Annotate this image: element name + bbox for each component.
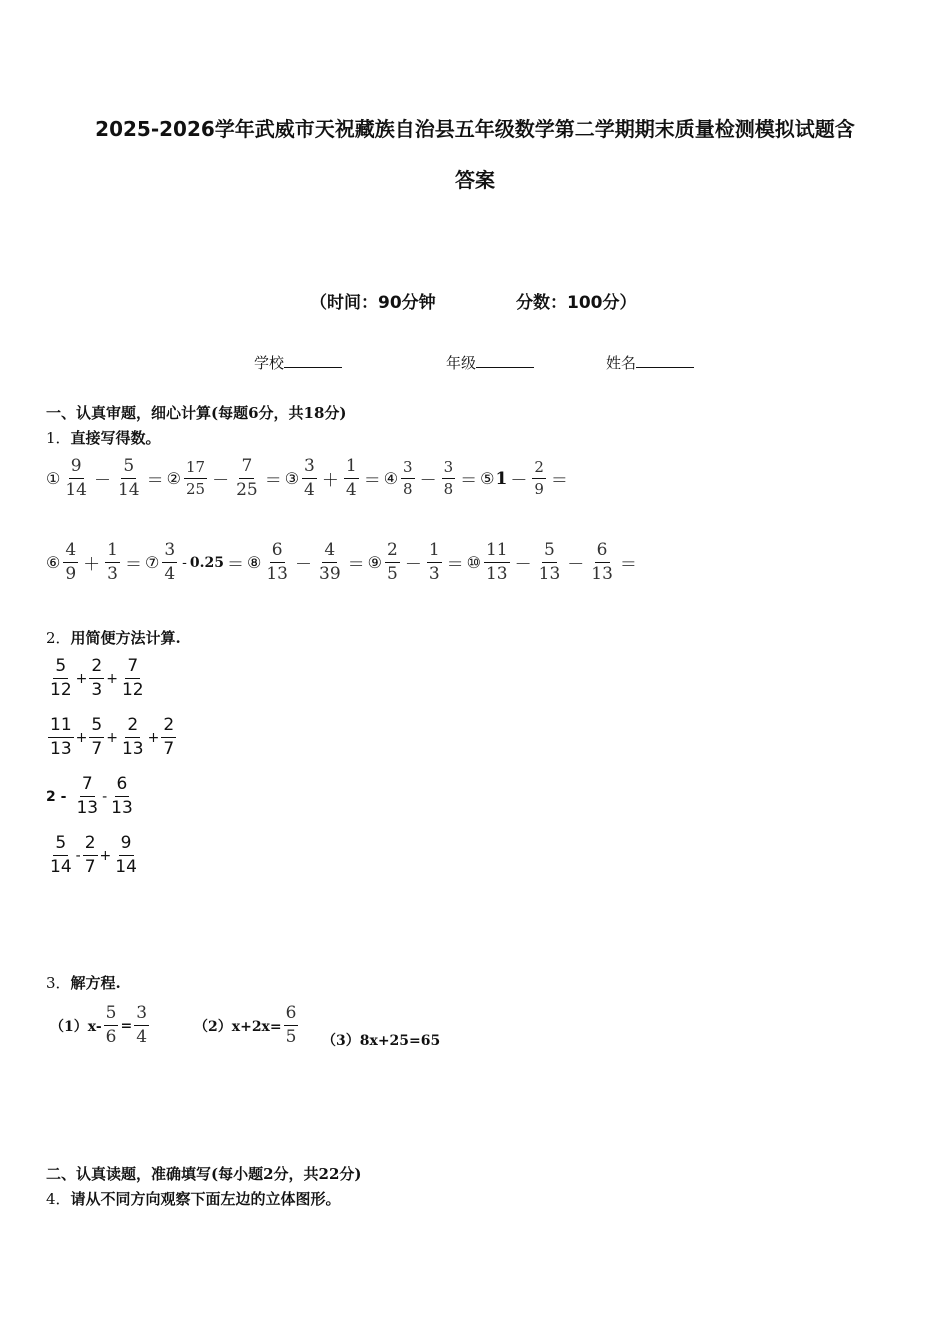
plus-sign: +: [147, 729, 160, 746]
fraction: $\frac{5}{6}$: [105, 1003, 117, 1047]
minus-sign: －: [404, 555, 422, 575]
fraction: $\frac{3}{4}$: [304, 456, 315, 500]
section-2-heading: 二、认真读题，准确填写(每小题2分，共22分): [46, 1165, 362, 1183]
plus-sign: +: [75, 670, 88, 687]
doc-title-line1: 2025-2026学年武威市天祝藏族自治县五年级数学第二学期期末质量检测模拟试题含: [95, 117, 855, 141]
fraction: $\frac{5}{13}$: [538, 540, 561, 584]
fraction: $\frac{6}{5}$: [285, 1003, 297, 1047]
item-7-marker: ⑦: [145, 553, 160, 572]
fraction: $\frac{11}{13}$: [50, 715, 72, 759]
fraction: $\frac{1}{3}$: [107, 540, 118, 584]
item-3-marker: ③: [284, 469, 300, 488]
question-2: [46, 627, 181, 648]
minus-sign: －: [514, 555, 532, 575]
q2-expr-1: [46, 658, 148, 699]
fraction: $\frac{1}{4}$: [345, 456, 357, 500]
grade-blank[interactable]: [476, 353, 534, 368]
decimal-value: 0.25: [189, 554, 225, 571]
fraction: $\frac{5}{7}$: [91, 715, 103, 759]
minus-sign: -: [75, 847, 81, 864]
eq1-lhs: （1）x-: [50, 1018, 102, 1035]
plus-sign: +: [75, 729, 88, 746]
q2-expr-2: [46, 717, 178, 758]
equals-sign: ＝: [347, 555, 365, 575]
fraction: $\frac{5}{14}$: [50, 833, 72, 877]
question-4: [46, 1188, 341, 1209]
fraction: $\frac{2}{9}$: [534, 458, 544, 498]
fraction: $\frac{2}{5}$: [386, 540, 398, 584]
plus-sign: ＋: [83, 555, 101, 575]
q4-number: 4．: [46, 1190, 71, 1208]
section-1-heading: 一、认真审题，细心计算(每题6分，共18分): [46, 404, 347, 422]
fraction: $\frac{4}{39}$: [319, 540, 341, 584]
q1-row-1: [46, 458, 571, 499]
item-6-marker: ⑥: [46, 553, 61, 572]
equals-sign: =: [120, 1017, 133, 1034]
exam-score: 分数：100分）: [516, 293, 637, 313]
q2-text: 用简便方法计算.: [70, 629, 181, 647]
fraction: $\frac{2}{13}$: [121, 715, 144, 759]
fraction: $\frac{11}{13}$: [485, 540, 508, 584]
equals-sign: ＝: [146, 471, 164, 491]
q2-number: 2．: [46, 629, 71, 647]
school-field[interactable]: [254, 352, 342, 373]
name-field[interactable]: [606, 352, 694, 373]
fraction: $\frac{17}{25}$: [185, 458, 206, 498]
fraction: $\frac{6}{13}$: [266, 540, 288, 584]
equals-sign: ＝: [446, 555, 464, 575]
q2-expr-4: [46, 835, 141, 876]
equals-sign: ＝: [125, 555, 142, 575]
name-blank[interactable]: [636, 353, 694, 368]
fraction: $\frac{3}{4}$: [164, 540, 176, 584]
minus-sign: －: [93, 471, 111, 491]
grade-field[interactable]: [446, 352, 534, 373]
eq2-lhs: （2）x+2x=: [194, 1018, 282, 1035]
q1-row-2: [46, 542, 640, 583]
minus-sign: －: [419, 471, 437, 491]
fraction: $\frac{9}{14}$: [115, 833, 137, 877]
school-blank[interactable]: [284, 353, 342, 368]
school-label: 学校: [254, 354, 285, 372]
item-2-marker: ②: [166, 469, 181, 488]
fraction: $\frac{1}{3}$: [428, 540, 440, 584]
fraction: $\frac{7}{12}$: [121, 656, 144, 700]
fraction: $\frac{2}{7}$: [163, 715, 175, 759]
question-3: [46, 972, 121, 993]
doc-title-line2: 答案: [455, 168, 495, 192]
q3-equation-1: [50, 1005, 151, 1046]
fraction: $\frac{7}{25}$: [236, 456, 258, 500]
dash-sign: -: [182, 554, 187, 571]
item-10-marker: ⑩: [466, 553, 481, 572]
question-1: [46, 427, 161, 448]
integer-two: 2 -: [46, 788, 67, 805]
equals-sign: ＝: [550, 471, 568, 491]
item-1-marker: ①: [46, 469, 61, 488]
item-8-marker: ⑧: [247, 553, 262, 572]
grade-label: 年级: [446, 354, 477, 372]
integer-one: 1: [495, 468, 508, 489]
item-5-marker: ⑤: [480, 469, 495, 488]
fraction: $\frac{4}{9}$: [65, 540, 77, 584]
minus-sign: －: [510, 471, 528, 491]
item-4-marker: ④: [383, 469, 399, 488]
plus-sign: +: [99, 847, 112, 864]
fraction: $\frac{7}{13}$: [76, 774, 99, 818]
fraction: $\frac{6}{13}$: [111, 774, 133, 818]
equals-sign: ＝: [363, 471, 381, 491]
minus-sign: -: [102, 788, 108, 805]
fraction: $\frac{3}{8}$: [443, 458, 454, 498]
q3-text: 解方程.: [70, 974, 121, 992]
fraction: $\frac{5}{12}$: [50, 656, 72, 700]
name-label: 姓名: [606, 354, 637, 372]
q3-equation-3: （3）8x+25=65: [322, 1033, 441, 1049]
plus-sign: ＋: [321, 471, 339, 491]
q3-equation-2: [194, 1005, 300, 1046]
q4-text: 请从不同方向观察下面左边的立体图形。: [70, 1190, 341, 1208]
q1-text: 直接写得数。: [70, 429, 161, 447]
item-9-marker: ⑨: [367, 553, 382, 572]
fraction: $\frac{6}{13}$: [591, 540, 613, 584]
fraction: $\frac{9}{14}$: [65, 456, 87, 500]
q3-number: 3．: [46, 974, 71, 992]
q2-expr-3: [46, 776, 137, 817]
fraction: $\frac{2}{3}$: [91, 656, 103, 700]
equals-sign: ＝: [264, 471, 282, 491]
equals-sign: ＝: [227, 555, 245, 575]
fraction: $\frac{3}{8}$: [403, 458, 413, 498]
fraction: $\frac{3}{4}$: [136, 1003, 148, 1047]
fraction: $\frac{2}{7}$: [84, 833, 96, 877]
minus-sign: －: [212, 471, 230, 491]
equals-sign: ＝: [619, 555, 637, 575]
plus-sign: +: [106, 729, 118, 746]
exam-time: （时间：90分钟: [310, 293, 436, 313]
equals-sign: ＝: [460, 471, 478, 491]
fraction: $\frac{5}{14}$: [117, 456, 140, 500]
q1-number: 1．: [46, 429, 71, 447]
minus-sign: －: [567, 555, 585, 575]
plus-sign: +: [106, 670, 118, 687]
minus-sign: －: [295, 555, 312, 575]
